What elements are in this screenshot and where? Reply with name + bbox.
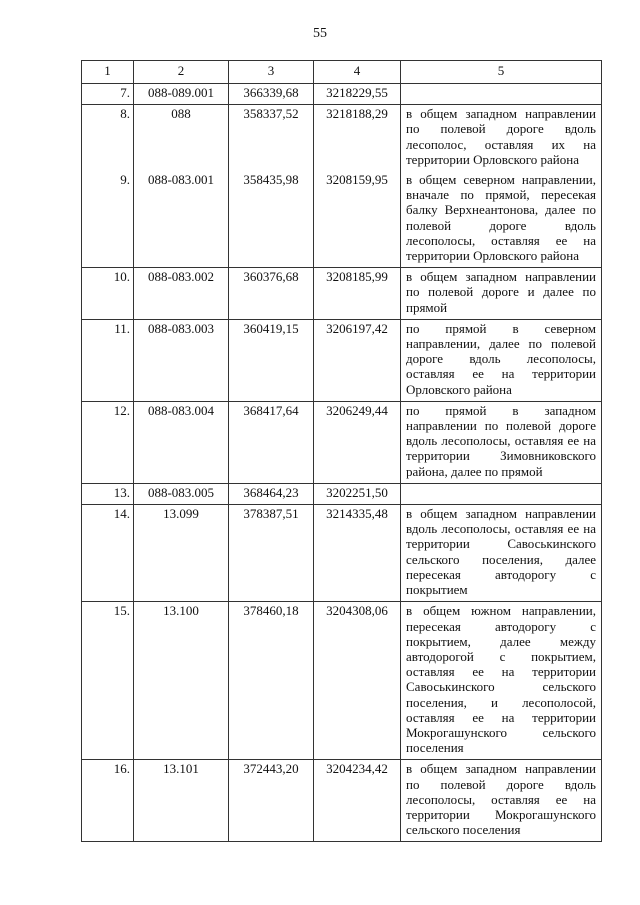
point-id: 088-083.002 [134, 268, 229, 320]
column-header-2: 2 [134, 61, 229, 84]
coord-x: 368417,64 [229, 401, 314, 483]
table-row [82, 483, 602, 504]
point-id: 088-083.003 [134, 319, 229, 401]
coord-y: 3208159,95 [314, 171, 401, 268]
coord-y: 3206197,42 [314, 319, 401, 401]
table-row [82, 760, 602, 842]
column-header-4: 4 [314, 61, 401, 84]
coord-x: 358337,52 [229, 105, 314, 171]
point-id: 088-089.001 [134, 84, 229, 105]
row-number: 7. [82, 84, 134, 105]
point-id: 13.099 [134, 505, 229, 602]
row-number: 15. [82, 602, 134, 760]
column-header-1: 1 [82, 61, 134, 84]
coord-x: 378460,18 [229, 602, 314, 760]
coord-y: 3214335,48 [314, 505, 401, 602]
row-number: 16. [82, 760, 134, 842]
table-row [82, 505, 602, 602]
coord-x: 378387,51 [229, 505, 314, 602]
route-description: в общем западном направлении по полевой дороге вдоль лесополос, оставляя их на территории Орловского района [401, 105, 602, 171]
coord-x: 368464,23 [229, 483, 314, 504]
coord-x: 372443,20 [229, 760, 314, 842]
table-row [82, 319, 602, 401]
route-description: по прямой в западном направлении по полевой дороге вдоль лесополосы, оставляя ее на территории Зимовниковского района, далее по прямой [401, 401, 602, 483]
coord-x: 360419,15 [229, 319, 314, 401]
table-row [82, 105, 602, 171]
coord-y: 3202251,50 [314, 483, 401, 504]
route-description: в общем северном направлении, вначале по прямой, пересекая балку Верхнеантонова, далее по полевой дороге вдоль лесополосы, оставляя ее на территории Орловского района [401, 171, 602, 268]
table-row [82, 602, 602, 760]
route-description: в общем южном направлении, пересекая автодорогу с покрытием, далее между автодорогой с покрытием, оставляя ее на территории Савоськинского сельского поселения, и лесополосой, оставляя ее на территории Мокрогашунского сельского поселения [401, 602, 602, 760]
table-row [82, 268, 602, 320]
coord-x: 360376,68 [229, 268, 314, 320]
point-id: 088-083.005 [134, 483, 229, 504]
point-id: 13.101 [134, 760, 229, 842]
coord-x: 366339,68 [229, 84, 314, 105]
coord-y: 3206249,44 [314, 401, 401, 483]
coord-y: 3204308,06 [314, 602, 401, 760]
table-row [82, 401, 602, 483]
row-number: 12. [82, 401, 134, 483]
row-number: 8. [82, 105, 134, 171]
row-number: 11. [82, 319, 134, 401]
table-row [82, 84, 602, 105]
column-header-3: 3 [229, 61, 314, 84]
row-number: 14. [82, 505, 134, 602]
point-id: 13.100 [134, 602, 229, 760]
point-id: 088-083.004 [134, 401, 229, 483]
route-description: в общем западном направлении вдоль лесополосы, оставляя ее на территории Савоськинского сельского поселения, далее пересекая автодорогу с покрытием [401, 505, 602, 602]
coord-y: 3208185,99 [314, 268, 401, 320]
row-number: 13. [82, 483, 134, 504]
row-number: 9. [82, 171, 134, 268]
column-header-5: 5 [401, 61, 602, 84]
table-header-row [82, 61, 602, 84]
coord-y: 3204234,42 [314, 760, 401, 842]
page-number: 55 [313, 26, 327, 41]
table-row [82, 171, 602, 268]
route-description: по прямой в северном направлении, далее по полевой дороге вдоль лесополосы, оставляя ее на территории Орловского района [401, 319, 602, 401]
coord-y: 3218188,29 [314, 105, 401, 171]
point-id: 088-083.001 [134, 171, 229, 268]
route-description: в общем западном направлении по полевой дороге и далее по прямой [401, 268, 602, 320]
row-number: 10. [82, 268, 134, 320]
route-description [401, 84, 602, 105]
coord-x: 358435,98 [229, 171, 314, 268]
route-description: в общем западном направлении по полевой дороге вдоль лесополосы, оставляя ее на территории Мокрогашунского сельского поселения [401, 760, 602, 842]
route-description [401, 483, 602, 504]
coord-y: 3218229,55 [314, 84, 401, 105]
point-id: 088 [134, 105, 229, 171]
boundary-points-table [81, 60, 602, 842]
